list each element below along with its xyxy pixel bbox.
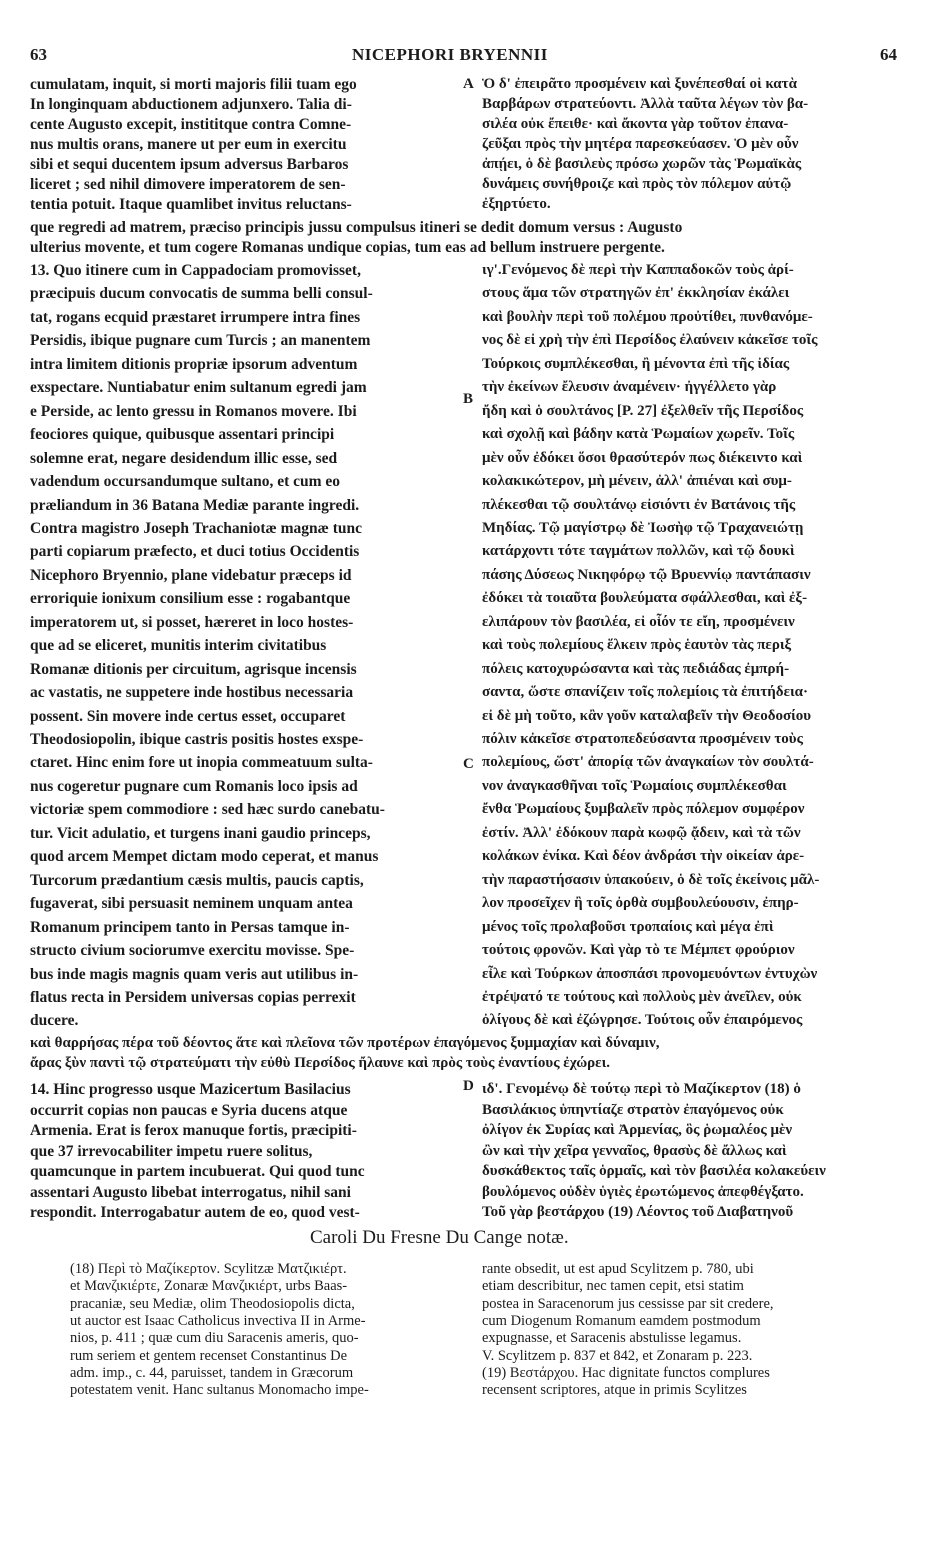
text-line: τούτοις φρονῶν. Καὶ γὰρ τὸ τε Μέμπετ φρούριον <box>482 942 795 959</box>
latin-line: sibi et sequi ducentem ipsum adversus Barbaros <box>30 156 349 173</box>
text-line: Theodosiopolin, ibique castris positis hostes exspe- <box>30 731 364 748</box>
text-line: 14. Hinc progresso usque Mazicertum Basilacius <box>30 1081 351 1098</box>
text-line: ἔνθα Ῥωμαίους ξυμβαλεῖν πρὸς πόλεμον συμφέρον <box>482 801 805 818</box>
latin-line: nus multis orans, manere ut per eum in exercitu <box>30 136 347 153</box>
text-line: Μηδίας. Τῷ μαγίστρῳ δὲ Ἰωσὴφ τῷ Τραχανειώτῃ <box>482 519 804 536</box>
full-width-line: que regredi ad matrem, præciso principis jussu compulsus itineri se dedit domum versus : Augusto <box>30 219 683 236</box>
text-line: σαντα, ὥστε σπανίζειν τοῖς πολεμίοις τὰ ἐπιτήδεια· <box>482 684 809 701</box>
text-line: ducere. <box>30 1012 79 1030</box>
greek-line: Ὁ δ' ἐπειρᾶτο προσμένειν καὶ ξυνέπεσθαί οἱ κατὰ <box>482 76 797 92</box>
text-line: Romanæ ditionis per circuitum, agrisque incensis <box>30 660 357 678</box>
text-line: etiam describitur, nec tamen cepit, etsi statim <box>482 1278 744 1295</box>
greek-line: δυνάμεις συνήθροιζε καὶ πρὸς τὸν πόλεμον αὐτῷ <box>482 176 792 192</box>
text-line: que ad se eliceret, munitis interim civitatibus <box>30 637 327 655</box>
text-line: εἶλε καὶ Τούρκων ἀποσπάσι προνομευόντων ἐντυχὼν <box>482 965 818 982</box>
text-line: πλέκεσθαι τῷ σουλτάνῳ εἰσιόντι ἐν Βατάνοις τῆς <box>482 496 796 513</box>
text-line: cum Diogenum Romanum eamdem postmodum <box>482 1312 761 1329</box>
text-line: victoriæ spem commodiore : sed hæc surdo canebatu- <box>30 801 385 819</box>
text-line: recensent scriptores, atque in primis Scylitzes <box>482 1382 747 1399</box>
text-line: Contra magistro Joseph Trachaniotæ magnæ tunc <box>30 519 362 537</box>
notes-heading: Caroli Du Fresne Du Cange notæ. <box>310 1227 569 1248</box>
latin-line: cumulatam, inquit, si morti majoris filii tuam ego <box>30 76 357 93</box>
text-line: Τοῦ γὰρ βεστάρχου (19) Λέοντος τοῦ Διαβατηνοῦ <box>482 1204 794 1220</box>
text-line: μὲν οὖν ἐδόκει ὅσοι θρασύτερόν πως διέκειντο καὶ <box>482 449 803 466</box>
text-line: μένος τοῖς προλαβοῦσι τροπαίοις καὶ μέγα ἐπὶ <box>482 918 774 935</box>
text-line: εἰ δὲ μὴ τοῦτο, κἂν γοῦν καταλαβεῖν τὴν Θεοδοσίου <box>482 707 812 724</box>
text-line: κολακικώτερον, μὴ μένειν, ἀλλ' ἀπιέναι καὶ συμ- <box>482 473 792 490</box>
text-line: ἐστίν. Ἀλλ' ἐδόκουν παρὰ κωφῷ ᾄδειν, καὶ τὰ τῶν <box>482 824 801 841</box>
latin-line: cente Augusto excepit, instititque contra Comne- <box>30 116 352 133</box>
full-width-line: ulterius movente, et tum cogere Romanas undique copias, tum eas ad bellum instruere pergente. <box>30 239 665 256</box>
text-line: καὶ βουλὴν περὶ τοῦ πολέμου προὐτίθει, πυνθανόμε- <box>482 308 813 325</box>
text-line: intra limitem ditionis propriæ ipsorum adventum <box>30 355 358 373</box>
text-line: quod arcem Mempet dictam modo ceperat, et manus <box>30 848 379 866</box>
text-line: πολεμίους, ὥστ' ἀπορίᾳ τῶν ἀναγκαίων τὸν σουλτά- <box>482 754 814 771</box>
text-line: rum seriem et gentem recenset Constantinus De <box>70 1347 348 1364</box>
text-line: Βασιλάκιος ὑπηντίαζε στρατὸν ἐπαγόμενος οὐκ <box>482 1101 784 1118</box>
text-line: imperatorem ut, si posset, hæreret in loco hostes- <box>30 613 354 631</box>
text-line: καὶ τοὺς πολεμίους ἕλκειν πρὸς ἑαυτὸν τὰς περιξ <box>482 637 792 654</box>
greek-line: ἀπῄει, ὁ δὲ βασιλεὺς πρόσω χωρῶν τὰς Ῥωμαϊκὰς <box>482 156 802 172</box>
text-line: πόλεις κατοχυρώσαντα καὶ τὰς πεδιάδας ἐμπρή- <box>482 660 790 677</box>
text-line: V. Scylitzem p. 837 et 842, et Zonaram p. 223. <box>482 1347 753 1364</box>
text-line: solemne erat, negare desidendum illic esse, sed <box>30 449 338 467</box>
margin-marker-c: C <box>463 756 474 772</box>
text-line: e Perside, ac lento gressu in Romanos movere. Ibi <box>30 402 357 420</box>
text-line: πάσης Δύσεως Νικηφόρῳ τῷ Βρυεννίῳ παντάπασιν <box>482 566 811 583</box>
greek-line: ζεῦξαι πρὸς τὴν μητέρα παρεσκεύασεν. Ὁ μὲν οὖν <box>482 136 799 152</box>
text-line: vadendum occursandumque sultano, et cum eo <box>30 473 341 491</box>
text-line: que 37 irrevocabiliter impetu ruere solitus, <box>30 1142 313 1160</box>
text-line: ὀλίγον ἐκ Συρίας καὶ Ἀρμενίας, ὃς ῥωμαλέος μὲν <box>482 1122 793 1138</box>
text-line: potestatem venit. Hanc sultanus Monomacho impe- <box>70 1382 369 1399</box>
text-line: erroriquie ionixum consilium esse : rogabantque <box>30 590 351 608</box>
text-line: τὴν ἐκείνων ἔλευσιν ἀναμένειν· ἠγγέλλετο γὰρ <box>482 379 777 396</box>
text-line: tat, rogans ecquid præstaret irrumpere intra fines <box>30 308 361 326</box>
greek-line: σιλέα οὐκ ἔπειθε· καὶ ἄκοντα γὰρ τοῦτον ἐπανα- <box>482 116 789 132</box>
text-line: νος δὲ εἰ χρὴ τὴν ἐπὶ Περσίδος ἐλαύνειν κἀκεῖσε τοῖς <box>482 332 818 349</box>
text-line: στους ἅμα τῶν στρατηγῶν ἐπ' ἐκκλησίαν ἐκάλει <box>482 285 790 302</box>
text-line: parti copiarum præfecto, et duci totius Occidentis <box>30 543 360 561</box>
text-line: possent. Sin movere inde certus esset, occuparet <box>30 707 346 725</box>
full-width-greek-line: καὶ θαρρήσας πέρα τοῦ δέοντος ἅτε καὶ πλεῖονα τῶν προτέρων ἐπαγόμενος ξυμμαχίαν καὶ δύναμιν, <box>30 1035 660 1051</box>
text-line: structo civium sociorumve exercitu movisse. Spe- <box>30 942 355 960</box>
text-line: feociores quique, quibusque assentari principi <box>30 426 335 444</box>
text-line: occurrit copias non paucas e Syria ducens atque <box>30 1101 348 1119</box>
running-title: NICEPHORI BRYENNII <box>352 45 548 64</box>
text-line: πόλιν κἀκεῖσε στρατοπεδεύσαντα προσμένειν τοὺς <box>482 731 803 747</box>
text-line: ctaret. Hinc enim fore ut inopia commeatuum sulta- <box>30 754 373 772</box>
text-line: exspectare. Nuntiabatur enim sultanum egredi jam <box>30 379 367 397</box>
text-line: νον ἀναγκασθῆναι τοῖς Ῥωμαίοις συμπλέκεσθαι <box>482 777 787 794</box>
text-line: præliandum in 36 Batana Mediæ parante ingredi. <box>30 496 360 514</box>
text-line: ιδ'. Γενομένῳ δὲ τούτῳ περὶ τὸ Μαζίκερτον (18) ὁ <box>482 1081 801 1097</box>
text-line: ὢν καὶ τὴν χεῖρα γενναῖος, θρασὺς δὲ ἄλλως καὶ <box>482 1142 787 1159</box>
greek-line: Βαρβάρων στρατεύοντι. Ἀλλὰ ταῦτα λέγων τὸν βα- <box>482 96 809 112</box>
margin-marker-a: A <box>463 76 474 92</box>
text-line: Romanum principem tanto in Persas tamque in- <box>30 918 350 936</box>
margin-marker-d: D <box>463 1078 474 1094</box>
text-line: et Μανζικιέρτε, Zonaræ Μανζικιέρτ, urbs Baas- <box>70 1278 348 1295</box>
text-line: ἐτρέψατό τε τούτους καὶ πολλοὺς μὲν ἀνεῖλεν, οὐκ <box>482 988 802 1005</box>
text-line: ἤδη καὶ ὁ σουλτάνος [P. 27] ἐξελθεῖν τῆς Περσίδος <box>482 402 804 419</box>
text-line: respondit. Interrogabatur autem de eo, quod vest- <box>30 1204 360 1221</box>
margin-marker-b: B <box>463 391 474 407</box>
text-line: nios, p. 411 ; quæ cum diu Saracenis ameris, quo- <box>70 1330 359 1347</box>
text-line: bus inde magis magnis quam veris aut utilibus in- <box>30 965 359 983</box>
text-line: κολάκων ἐνίκα. Καὶ δέον ἀνδράσι τὴν οἰκείαν ἀρε- <box>482 848 805 865</box>
text-line: 13. Quo itinere cum in Cappadociam promovisset, <box>30 262 361 279</box>
text-line: Persidis, ibique pugnare cum Turcis ; an manentem <box>30 332 371 350</box>
text-line: postea in Saracenorum jus cessisse par sit credere, <box>482 1295 774 1312</box>
text-line: ελιπάρουν τὸν βασιλέα, εἰ οἷόν τε εἴη, προσμένειν <box>482 613 795 630</box>
text-line: quamcunque in partem incubuerat. Qui quod tunc <box>30 1163 365 1180</box>
right-page-number: 64 <box>880 45 897 64</box>
text-line: expugnasse, et Saracenis abstulisse legamus. <box>482 1330 742 1347</box>
latin-line: In longinquam abductionem adjunxero. Talia di- <box>30 96 352 113</box>
greek-line: ἐξηρτύετο. <box>482 196 551 212</box>
text-line: tur. Vicit adulatio, et turgens inani gaudio princeps, <box>30 824 371 842</box>
text-line: Τούρκοις συμπλέκεσθαι, ἢ μένοντα ἐπὶ τῆς ἰδίας <box>482 355 790 372</box>
text-line: κατάρχοντι τότε ταγμάτων πολλῶν, καὶ τῷ δουκὶ <box>482 543 795 560</box>
text-line: ac vastatis, ne suppetere inde hostibus necessaria <box>30 684 354 702</box>
full-width-greek-line: ἄρας ξὺν παντὶ τῷ στρατεύματι τὴν εὐθὺ Περσίδος ἤλαυνε καὶ πρὸς τοὺς ἐναντίους ἐχώρει. <box>30 1055 610 1071</box>
text-line: pracaniæ, seu Mediæ, olim Theodosiopolis dicta, <box>70 1295 355 1312</box>
text-line: καὶ σχολῇ καὶ βάδην κατὰ Ῥωμαίων χωρεῖν. Τοῖς <box>482 426 795 443</box>
text-line: Armenia. Erat is ferox manuque fortis, præcipiti- <box>30 1122 357 1139</box>
text-line: fugaverat, sibi persuasit neminem unquam antea <box>30 895 353 913</box>
text-line: adm. imp., c. 44, paruisset, tandem in Græcorum <box>70 1364 354 1381</box>
text-line: præcipuis ducum convocatis de summa belli consul- <box>30 285 373 303</box>
text-line: Nicephoro Bryennio, plane videbatur præceps id <box>30 566 352 584</box>
text-line: flatus recta in Persidem universas copias perrexit <box>30 988 356 1006</box>
text-line: βουλόμενος οὐδὲν ὑγιὲς ἐρωτώμενος ἀπεφθέγξατο. <box>482 1183 804 1200</box>
latin-line: tentia potuit. Itaque quamlibet invitus reluctans- <box>30 196 352 213</box>
text-line: ὀλίγους δὲ καὶ ἐζώγρησε. Τούτοις οὖν ἐπαιρόμενος <box>482 1012 803 1029</box>
text-line: ἐδόκει τὰ τοιαῦτα βουλεύματα σφάλλεσθαι, καὶ ἐξ- <box>482 590 808 607</box>
text-line: δυσκάθεκτος ταῖς ὁρμαῖς, καὶ τὸν βασιλέα κολακεύειν <box>482 1163 826 1179</box>
text-line: λον προσεῖχεν ἢ τοῖς ὀρθὰ συμβουλεύουσιν, ἐπηρ- <box>482 895 799 912</box>
text-line: τὴν παραστήσασιν ὑπακούειν, ὁ δὲ τοῖς ἐκείνοις μᾶλ- <box>482 871 820 888</box>
text-line: nus cogeretur pugnare cum Romanis loco ipsis ad <box>30 777 358 795</box>
text-line: Turcorum prædantium cæsis multis, paucis captis, <box>30 871 364 889</box>
text-line: assentari Augusto libebat interrogatus, nihil sani <box>30 1183 351 1201</box>
text-line: rante obsedit, ut est apud Scylitzem p. 780, ubi <box>482 1261 754 1277</box>
text-line: ιγ'.Γενόμενος δὲ περὶ τὴν Καππαδοκῶν τοὺς ἀρί- <box>482 262 794 278</box>
latin-line: liceret ; sed nihil dimovere imperatorem de sen- <box>30 176 346 193</box>
text-line: (18) Περὶ τὸ Μαζίκερτον. Scylitzæ Ματζικιέρτ. <box>70 1261 347 1277</box>
text-line: ut auctor est Isaac Catholicus invectiva II in Arme- <box>70 1312 366 1329</box>
left-page-number: 63 <box>30 45 47 64</box>
text-line: (19) Βεστάρχου. Hac dignitate functos complures <box>482 1364 770 1381</box>
